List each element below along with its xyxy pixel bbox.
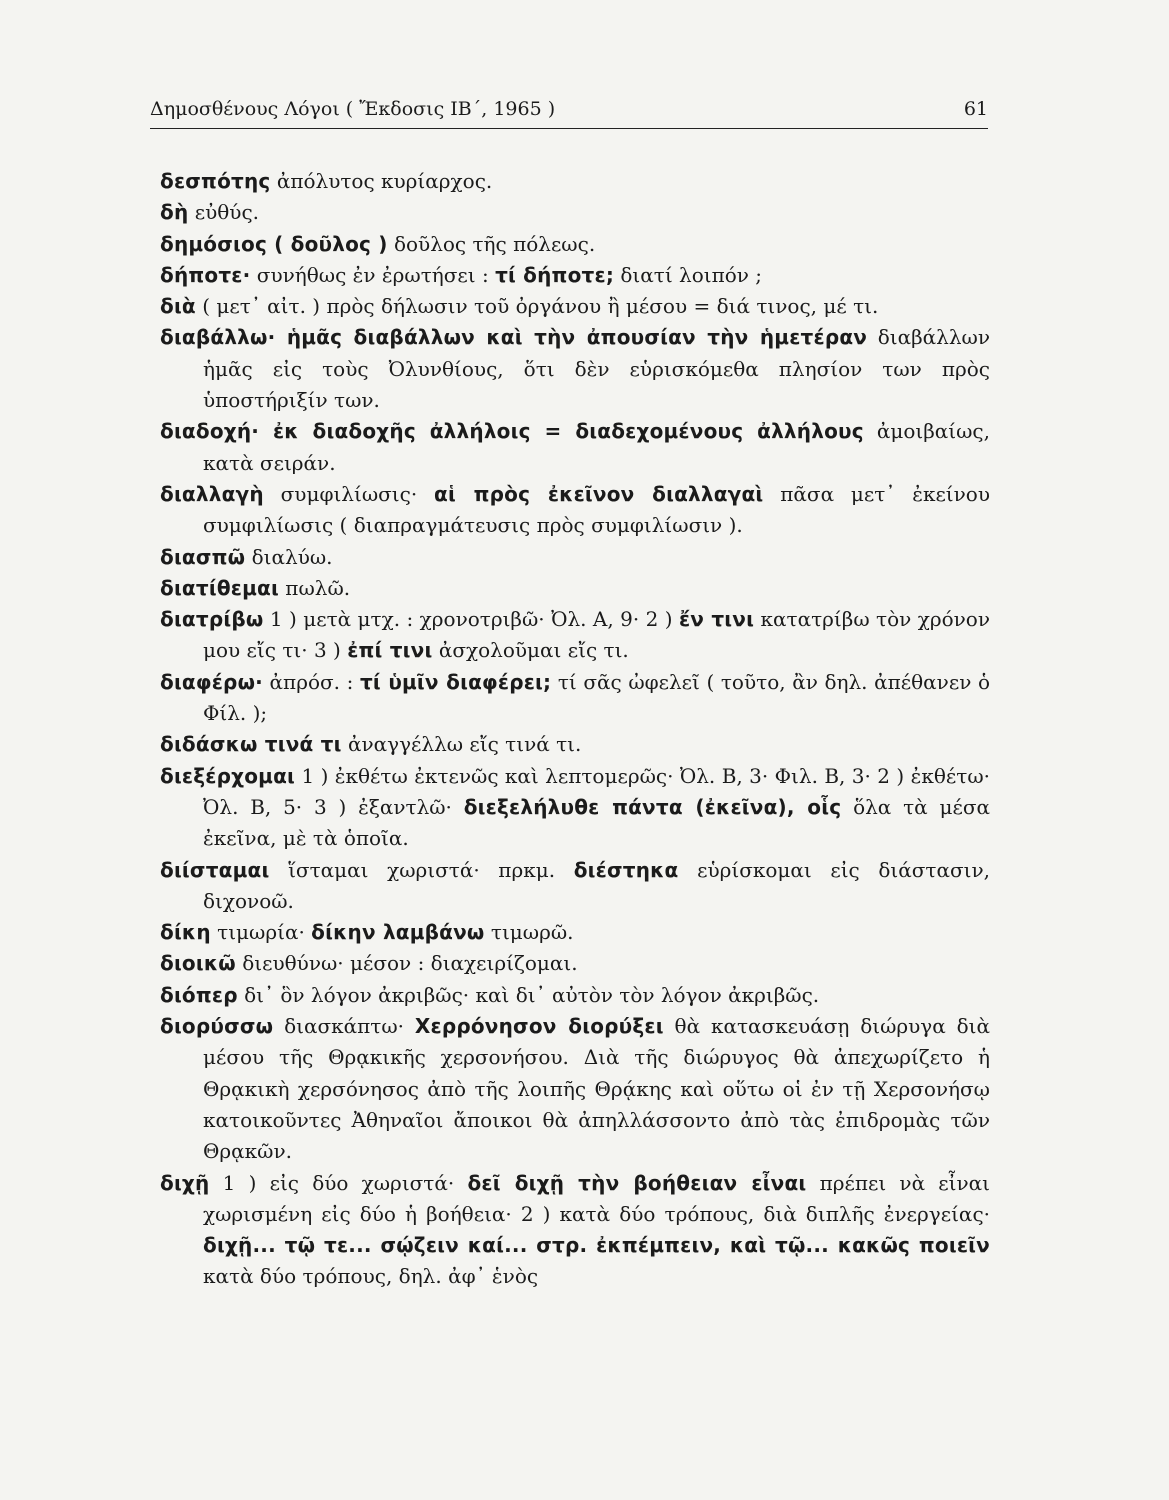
definition: συμφιλίωσις·	[263, 481, 435, 506]
glossary-entry	[160, 166, 990, 197]
phrase: διεξελήλυθε πάντα (ἐκεῖνα), οἷς	[463, 794, 842, 819]
glossary-entry	[160, 260, 990, 291]
glossary-entry	[160, 667, 990, 730]
definition: πᾶσα μετ᾽ ἐκείνου συμφιλίωσις ( διαπραγμάτευσις πρὸς συμφιλίωσιν ).	[203, 481, 991, 538]
definition: ἀμοιβαίως, κατὰ σειράν.	[203, 419, 990, 475]
definition: δι᾽ ὃν λόγον ἀκριβῶς· καὶ δι᾽ αὐτὸν τὸν λόγον ἀκριβῶς.	[237, 982, 820, 1007]
definition: διευθύνω· μέσον : διαχειρίζομαι.	[235, 951, 578, 976]
definition: ἵσταμαι χωριστά· πρκμ.	[269, 857, 574, 882]
headword: διατίθεμαι	[160, 575, 279, 600]
definition: εὑρίσκομαι εἰς διάστασιν, διχονοῶ.	[203, 857, 990, 913]
glossary-entry	[160, 917, 990, 948]
headword: διὰ	[160, 294, 196, 319]
definition: πρέπει νὰ εἶναι χωρισμένη εἰς δύο ἡ βοήθεια· 2 ) κατὰ δύο τρόπους, διὰ διπλῆς ἐνεργείας·	[203, 1170, 990, 1226]
definition: θὰ κατασκευάσῃ διώρυγα διὰ μέσου τῆς Θρᾳκικῆς χερσονήσου. Διὰ τῆς διώρυγος θὰ ἀπεχωρίζετο ἡ Θρᾳκικὴ χερσόνησος ἀπὸ τῆς λοιπῆς Θρᾴκης καὶ οὕτω οἱ ἐν τῇ Χερσονήσῳ κατοικοῦντες Ἀθηναῖοι ἄποικοι θὰ ἀπηλλάσσοντο ἀπὸ τὰς ἐπιδρομὰς τῶν Θρᾳκῶν.	[203, 1014, 991, 1164]
glossary-entry	[160, 322, 990, 416]
definition: διατί λοιπόν ;	[614, 262, 763, 287]
headword: διοικῶ	[160, 951, 236, 976]
definition: τιμωρία·	[210, 920, 312, 945]
definition: συνήθως ἐν ἐρωτήσει :	[250, 262, 496, 287]
headword: διαδοχή·	[160, 419, 260, 444]
headword: διίσταμαι	[160, 857, 270, 882]
headword: δίκη	[160, 920, 211, 945]
headword: διαβάλλω·	[160, 325, 276, 350]
definition: ἀναγγέλλω εἴς τινά τι.	[341, 732, 582, 757]
header-rule	[150, 128, 988, 129]
headword: διαφέρω·	[160, 669, 263, 694]
glossary-entry	[160, 291, 990, 322]
definition: ( μετ᾽ αἰτ. ) πρὸς δήλωσιν τοῦ ὀργάνου ἢ μέσου = διά τινος, μέ τι.	[195, 294, 879, 319]
phrase: ἐπί τινι	[347, 638, 433, 663]
headword: δήποτε·	[160, 262, 251, 287]
definition: κατὰ δύο τρόπους, δηλ. ἀφ᾽ ἑνὸς	[203, 1264, 539, 1289]
glossary-entry	[160, 479, 990, 542]
glossary-entry	[160, 1011, 990, 1167]
definition: τί σᾶς ὠφελεῖ ( τοῦτο, ἂν δηλ. ἀπέθανεν ὁ Φίλ. );	[203, 669, 990, 726]
headword: δεσπότης	[160, 169, 271, 193]
definition: ἀπρόσ. :	[262, 669, 360, 694]
phrase: ἡμᾶς διαβάλλων καὶ τὴν ἀπουσίαν τὴν ἡμετέραν	[275, 325, 868, 350]
headword: διεξέρχομαι	[160, 763, 296, 788]
phrase: ἔν τινι	[678, 607, 755, 632]
headword: διασπῶ	[160, 544, 246, 569]
headword: διατρίβω	[160, 607, 264, 632]
headword: διόπερ	[160, 982, 238, 1007]
definition: 1 ) μετὰ μτχ. : χρονοτριβῶ· Ὀλ. Α, 9· 2 )	[263, 607, 679, 632]
phrase: τί ὑμῖν διαφέρει;	[359, 669, 552, 694]
definition: 1 ) εἰς δύο χωριστά·	[209, 1170, 468, 1195]
glossary-entry	[160, 229, 990, 260]
definition: κατατρίβω τὸν χρόνον μου εἴς τι· 3 )	[203, 607, 991, 663]
phrase: δίκην λαμβάνω	[311, 920, 485, 945]
definition: διαβάλλων ἡμᾶς εἰς τοὺς Ὀλυνθίους, ὅτι δὲν εὑρισκόμεθα πλησίον των πρὸς ὑποστήριξίν των.	[203, 325, 990, 413]
glossary-body	[160, 166, 990, 1293]
definition: διασκάπτω·	[273, 1014, 415, 1039]
glossary-entry	[160, 542, 990, 573]
definition: ὅλα τὰ μέσα ἐκεῖνα, μὲ τὰ ὁποῖα.	[203, 794, 990, 851]
definition: 1 ) ἐκθέτω ἐκτενῶς καὶ λεπτομερῶς· Ὀλ. Β, 3· Φιλ. Β, 3· 2 ) ἐκθέτω· Ὀλ. Β, 5· 3 ) ἐξαντλῶ·	[203, 763, 990, 819]
glossary-entry	[160, 729, 990, 760]
headword: δημόσιος ( δοῦλος )	[160, 231, 388, 256]
glossary-entry	[160, 416, 990, 479]
phrase: δεῖ διχῇ τὴν βοήθειαν εἶναι	[467, 1170, 807, 1195]
definition: ἀπόλυτος κυρίαρχος.	[270, 169, 493, 193]
phrase: διχῇ... τῷ τε... σῴζειν καί... στρ. ἐκπέμπειν, καὶ τῷ... κακῶς ποιεῖν	[203, 1233, 990, 1258]
phrase: Χερρόνησον διορύξει	[414, 1014, 664, 1039]
headword: διορύσσω	[160, 1014, 274, 1039]
glossary-entry	[160, 197, 990, 228]
definition: δοῦλος τῆς πόλεως.	[387, 231, 596, 256]
glossary-entry	[160, 604, 990, 667]
glossary-entry	[160, 980, 990, 1011]
definition: πωλῶ.	[278, 575, 351, 600]
page-number: 61	[963, 98, 988, 120]
glossary-entry	[160, 761, 990, 855]
glossary-entry	[160, 1168, 990, 1293]
phrase: τί δήποτε;	[495, 262, 615, 287]
glossary-entry	[160, 948, 990, 979]
headword: διαλλαγὴ	[160, 481, 264, 506]
glossary-entry	[160, 573, 990, 604]
phrase: ἐκ διαδοχῆς ἀλλήλοις = διαδεχομένους ἀλλήλους	[259, 419, 864, 444]
definition: εὐθύς.	[188, 200, 260, 225]
glossary-entry	[160, 855, 990, 918]
phrase: διέστηκα	[573, 857, 679, 882]
headword: διδάσκω τινά τι	[160, 732, 342, 757]
headword: δὴ	[160, 200, 189, 225]
running-title: Δημοσθένους Λόγοι ( Ἔκδοσις ΙΒ΄, 1965 )	[150, 98, 556, 120]
phrase: αἱ πρὸς ἐκεῖνον διαλλαγαὶ	[434, 481, 764, 506]
headword: διχῇ	[160, 1170, 210, 1195]
definition: τιμωρῶ.	[484, 920, 574, 945]
definition: διαλύω.	[245, 544, 333, 569]
definition: ἀσχολοῦμαι εἴς τι.	[432, 638, 629, 663]
